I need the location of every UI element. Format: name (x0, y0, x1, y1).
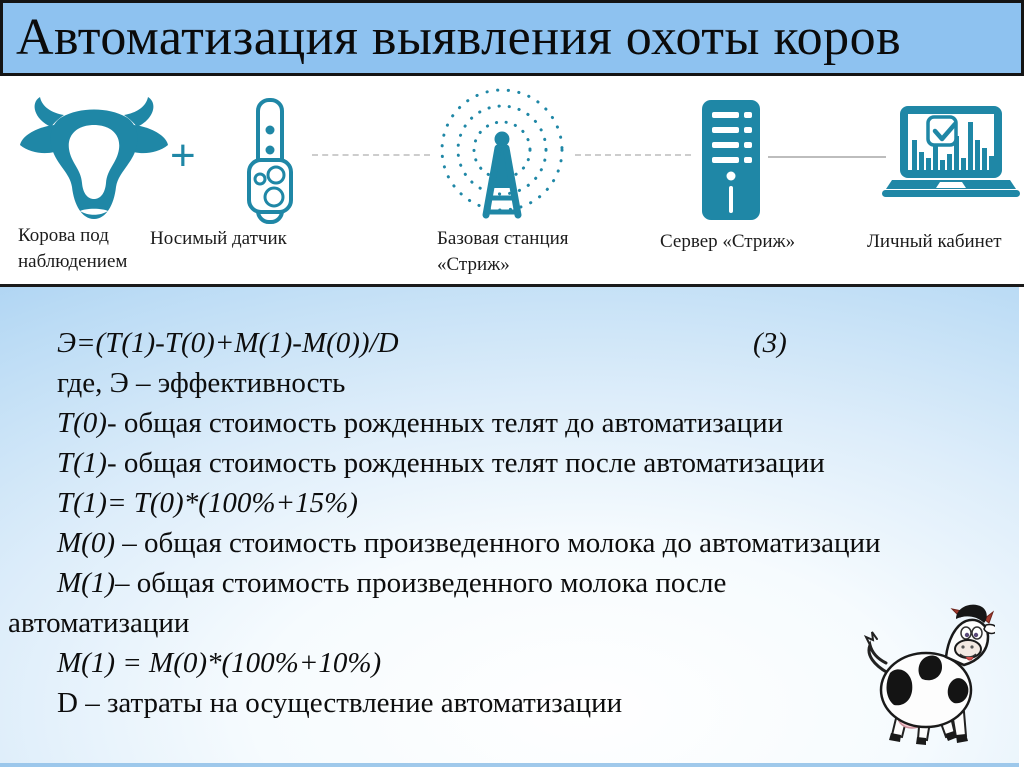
formula-line: Т(0)- общая стоимость рожденных телят до автоматизации (57, 407, 784, 439)
formula-line: М(1)– общая стоимость произведенного молока после (57, 567, 727, 599)
formula-line: М(0) – общая стоимость произведенного молока до автоматизации (57, 527, 881, 559)
link-solid (768, 156, 886, 158)
formula-line: Т(1)= Т(0)*(100%+15%) (57, 487, 358, 519)
formula-line: D – затраты на осуществление автоматизации (57, 687, 623, 719)
wearable-sensor-icon (245, 98, 295, 224)
formula-line: автоматизации (8, 607, 190, 639)
formula-line: где, Э – эффективность (57, 367, 346, 399)
pipeline (0, 76, 1024, 287)
link-dashed-1 (312, 154, 430, 156)
formula-line: Т(1)- общая стоимость рожденных телят после автоматизации (57, 447, 825, 479)
page-title: Автоматизация выявления охоты коров (16, 8, 902, 66)
base-station-icon (436, 84, 568, 226)
equation-number: (3) (753, 327, 787, 359)
label-cow: Корова под наблюдением (18, 225, 128, 272)
cow-head-icon (18, 93, 170, 227)
label-server: Сервер «Стриж» (660, 231, 796, 252)
server-icon (702, 100, 760, 220)
formula-line: Э=(Т(1)-Т(0)+М(1)-М(0))/D (3) (0, 323, 1024, 363)
bottom-edge-strip (0, 763, 1019, 767)
cartoon-cow-image (860, 595, 995, 750)
label-station: Базовая станция «Стриж» (437, 228, 569, 275)
plus-sign: + (170, 131, 196, 180)
formula-line: М(1) = М(0)*(100%+10%) (57, 647, 382, 679)
label-laptop: Личный кабинет (867, 231, 1002, 252)
label-sensor: Носимый датчик (150, 228, 287, 249)
laptop-icon (882, 106, 1020, 198)
title-band (0, 0, 1024, 76)
link-dashed-2 (575, 154, 691, 156)
